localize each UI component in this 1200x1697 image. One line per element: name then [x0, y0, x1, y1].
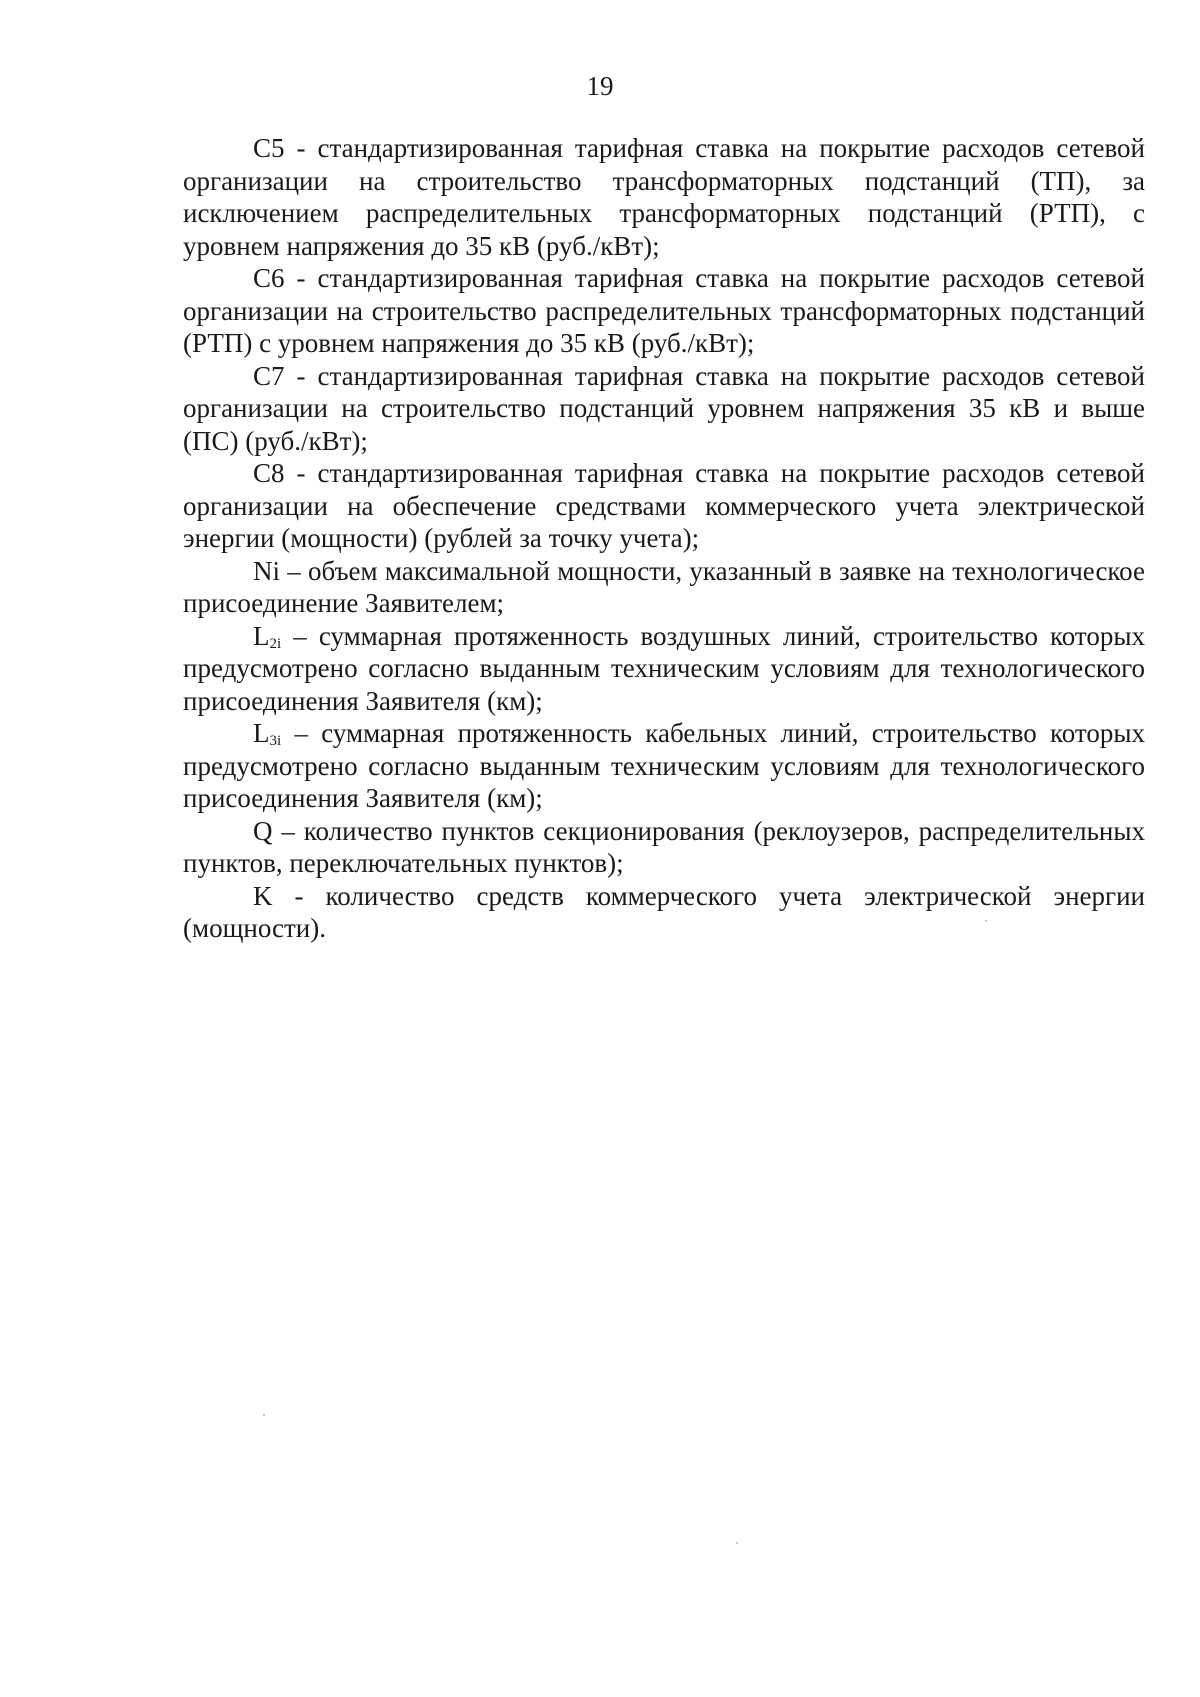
definition-symbol [253, 556, 280, 586]
definition-k [183, 880, 1145, 945]
definition-c7 [183, 360, 1145, 458]
definition-separator: – [272, 815, 304, 846]
symbol-text: C6 [253, 263, 285, 293]
definition-separator: - [284, 133, 318, 163]
symbol-text: Q [253, 815, 273, 846]
definition-symbol [253, 133, 285, 163]
definition-l3i [183, 717, 1145, 815]
definition-c6 [183, 262, 1145, 360]
symbol-text: Ni [253, 555, 280, 586]
definition-separator: - [272, 880, 326, 911]
definition-separator: – [281, 620, 319, 651]
symbol-text: L [253, 718, 270, 748]
definition-symbol [253, 361, 285, 391]
scan-speck [736, 1542, 738, 1544]
page-number: 19 [586, 71, 614, 101]
symbol-text: C8 [253, 458, 285, 488]
definition-separator: - [284, 360, 318, 391]
definition-c8 [183, 457, 1145, 555]
scan-speck [263, 1414, 265, 1416]
symbol-subscript: 3i [269, 733, 282, 749]
definition-c5 [183, 132, 1145, 262]
definition-text: стандартизированная тарифная ставка на покрытие расходов сетевой организации на строительство подстанций уровнем напряжения 35 кВ и выше (ПС) (руб./кВт); [183, 360, 1145, 456]
definition-text: стандартизированная тарифная ставка на покрытие расходов сетевой организации на строительство распределительных трансформаторных подстанций (РТП) с уровнем напряжения до 35 кВ (руб./кВт); [183, 263, 1145, 358]
definition-separator: - [284, 263, 318, 293]
definition-text: объем максимальной мощности, указанный в заявке на технологическое присоединение Заявителем; [183, 555, 1145, 618]
definition-symbol [253, 458, 285, 488]
definition-l2i [183, 620, 1145, 718]
definition-text: стандартизированная тарифная ставка на покрытие расходов сетевой организации на строительство трансформаторных подстанций (ТП), за исключением распределительных трансформаторных подстанций (РТП), с уровнем напряжения до 35 кВ (руб./кВт); [183, 133, 1145, 261]
symbol-subscript: 2i [269, 635, 282, 652]
definition-text: стандартизированная тарифная ставка на покрытие расходов сетевой организации на обеспечение средствами коммерческого учета электрической энергии (мощности) (рублей за точку учета); [183, 458, 1145, 553]
definition-text: суммарная протяженность воздушных линий, строительство которых предусмотрено согласно выданным техническим условиям для технологического присоединения Заявителя (км); [183, 620, 1145, 716]
definition-separator: - [284, 458, 318, 488]
definition-text: количество пунктов секционирования (реклоузеров, распределительных пунктов, переключательных пунктов); [183, 815, 1145, 878]
definition-symbol [253, 816, 273, 846]
definition-separator: – [281, 718, 322, 748]
definition-symbol [253, 881, 273, 911]
definition-symbol [253, 718, 281, 748]
symbol-text: C5 [253, 133, 285, 163]
definition-symbol [253, 621, 281, 651]
definitions-list [183, 132, 1145, 945]
definition-separator: – [280, 555, 309, 586]
symbol-text: C7 [253, 360, 285, 391]
definition-text: суммарная протяженность кабельных линий, строительство которых предусмотрено согласно выданным техническим условиям для технологического присоединения Заявителя (км); [183, 718, 1145, 813]
definition-ni [183, 555, 1145, 620]
definition-q [183, 815, 1145, 880]
definition-symbol [253, 263, 285, 293]
scan-speck [985, 920, 987, 922]
definition-text: количество средств коммерческого учета электрической энергии (мощности). [183, 880, 1146, 943]
symbol-text: K [253, 880, 273, 911]
symbol-text: L [253, 620, 270, 651]
